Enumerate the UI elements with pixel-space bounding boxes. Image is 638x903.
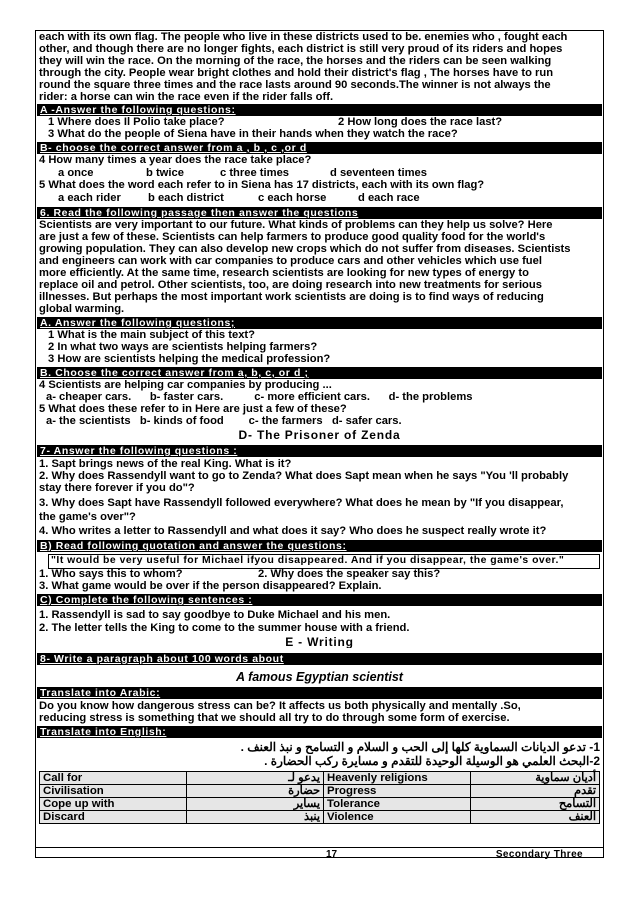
sentence: 1. Rassendyll is sad to say goodbye to Duke Michael and his men. (39, 610, 391, 621)
table-row (40, 772, 600, 785)
question-line: 1. Sapt brings news of the real King. What is it? (39, 459, 292, 470)
intro-line: other, and though there are no longer fights, each district is still very proud of its riders and hopes (39, 44, 563, 55)
passage-line: illnesses. But perhaps the most important work scientists are doing is to find ways of reducing (39, 292, 544, 303)
option: a each rider (58, 193, 121, 204)
quotation-box: "It would be very useful for Michael ifyou disappeared. And if you disappear, the game's over." (48, 554, 600, 569)
option: a once (58, 168, 94, 179)
section-title-e: E - Writing (285, 637, 354, 649)
question: 4 Scientists are helping car companies by producing ... (39, 380, 332, 391)
section-heading-6: 6. Read the following passage then answer the questions (37, 207, 602, 219)
footer-label: Secondary Three (495, 849, 583, 860)
english-term: Tolerance (324, 798, 471, 811)
question: 4 How many times a year does the race take place? (39, 155, 312, 166)
option: c each horse (258, 193, 327, 204)
section-heading-7c: C) Complete the following sentences : (37, 594, 602, 606)
question: 3 How are scientists helping the medical profession? (48, 354, 331, 365)
section-heading-b2: B. Choose the correct answer from a, b, c, or d ; (37, 367, 602, 379)
sentence: 2. The letter tells the King to come to the summer house with a friend. (39, 623, 410, 634)
arabic-line: 2-البحث العلمي هو الوسيلة الوحيدة للتقدم و مسايرة ركب الحضارة . (264, 755, 600, 768)
section-heading-a1: A -Answer the following questions: (37, 104, 602, 116)
arabic-term: التسامح (471, 798, 600, 811)
section-heading-b1: B- choose the correct answer from a , b , c ,or d (37, 142, 602, 154)
english-term: Discard (40, 811, 187, 824)
question: 5 What does these refer to in Here are just a few of these? (39, 404, 347, 415)
section-heading-7b: B) Read following quotation and answer the questions: (37, 540, 602, 552)
section-title-d: D- The Prisoner of Zenda (238, 430, 401, 442)
intro-line: through the city. People wear bright clothes and hold their district's flag , The horses have to run (39, 68, 554, 79)
translation-line: Do you know how dangerous stress can be? It affects us both physically and mentally .So, (39, 701, 521, 712)
options-line: a- the scientists b- kinds of food c- the farmers d- safer cars. (46, 416, 402, 427)
footer-divider (36, 847, 603, 848)
section-heading-8: 8- Write a paragraph about 100 words about (37, 653, 602, 665)
question: 3. What game would be over if the person disappeared? Explain. (39, 581, 382, 592)
option: b twice (146, 168, 184, 179)
arabic-term: ينبذ (187, 811, 324, 824)
question: 2 How long does the race last? (338, 117, 503, 128)
question-line: 3. Why does Sapt have Rassendyll followed everywhere? What does he mean by "If you disappear, (39, 498, 564, 509)
arabic-term: يساير (187, 798, 324, 811)
section-heading-translate-arabic: Translate into Arabic: (37, 687, 602, 699)
question: 2. Why does the speaker say this? (258, 569, 441, 580)
intro-line: they will win the race. On the morning of the race, the horses and the riders can be seen walking (39, 56, 552, 67)
english-term: Heavenly religions (324, 772, 471, 785)
english-term: Progress (324, 785, 471, 798)
arabic-term: يدعو لـ (187, 772, 324, 785)
question: 1 Where does Il Polio take place? (48, 117, 225, 128)
question-line: 2. Why does Rassendyll want to go to Zenda? What does Sapt mean when he says "You 'll probably (39, 471, 569, 482)
page-number: 17 (326, 849, 338, 860)
passage-line: growing population. They can also develop new crops which do not suffer from diseases. Scientists (39, 244, 571, 255)
paragraph-topic: A famous Egyptian scientist (236, 671, 403, 684)
question: 3 What do the people of Siena have in their hands when they watch the race? (48, 129, 458, 140)
option: b each district (148, 193, 224, 204)
options-line: a- cheaper cars. b- faster cars. c- more efficient cars. d- the problems (46, 392, 473, 403)
intro-line: each with its own flag. The people who live in these districts used to be. enemies who , fought each (39, 32, 568, 43)
question: 2 In what two ways are scientists helping farmers? (48, 342, 318, 353)
table-row (40, 785, 600, 798)
passage-line: and engineers can work with car companies to produce cars and other vehicles which use fuel (39, 256, 542, 267)
english-term: Cope up with (40, 798, 187, 811)
table-row (40, 811, 600, 824)
passage-line: global warming. (39, 304, 125, 315)
question-line: the game's over"? (39, 512, 136, 523)
arabic-term: حضارة (187, 785, 324, 798)
arabic-line: 1- تدعو الديانات السماوية كلها إلى الحب و السلام و التسامح و نبذ العنف . (240, 741, 600, 754)
english-term: Violence (324, 811, 471, 824)
worksheet-page (35, 30, 604, 858)
english-term: Civilisation (40, 785, 187, 798)
english-term: Call for (40, 772, 187, 785)
arabic-term: تقدم (471, 785, 600, 798)
arabic-term: أديان سماوية (471, 772, 600, 785)
option: c three times (220, 168, 290, 179)
passage-line: more efficiently. At the same time, research scientists are looking for new types of energy to (39, 268, 529, 279)
question: 5 What does the word each refer to in Siena has 17 districts, each with its own flag? (39, 180, 485, 191)
question: 1 What is the main subject of this text? (48, 330, 255, 341)
question: 1. Who says this to whom? (39, 569, 183, 580)
question-line: 4. Who writes a letter to Rassendyll and what does it say? Who does he suspect really wrote it? (39, 526, 547, 537)
translation-line: reducing stress is something that we should all try to do through some form of exercise. (39, 713, 510, 724)
option: d seventeen times (330, 168, 428, 179)
vocabulary-table (39, 771, 600, 824)
passage-line: replace oil and petrol. Other scientists, too, are doing research into new treatments for serious (39, 280, 542, 291)
passage-line: Scientists are very important to our future. What kinds of problems can they help us solve? Here (39, 220, 553, 231)
section-heading-7: 7- Answer the following questions : (37, 445, 602, 457)
section-heading-a2: A. Answer the following questions; (37, 317, 602, 329)
passage-line: are just a few of these. Scientists can help farmers to produce good quality food for the world's (39, 232, 546, 243)
arabic-term: العنف (471, 811, 600, 824)
question-line: stay there forever if you do"? (39, 483, 195, 494)
intro-line: rider: a horse can win the race even if the rider falls off. (39, 92, 334, 103)
intro-line: round the square three times and the race lasts around 90 seconds.The winner is not always the (39, 80, 551, 91)
section-heading-translate-english: Translate into English: (37, 726, 602, 738)
option: d each race (358, 193, 420, 204)
table-row (40, 798, 600, 811)
